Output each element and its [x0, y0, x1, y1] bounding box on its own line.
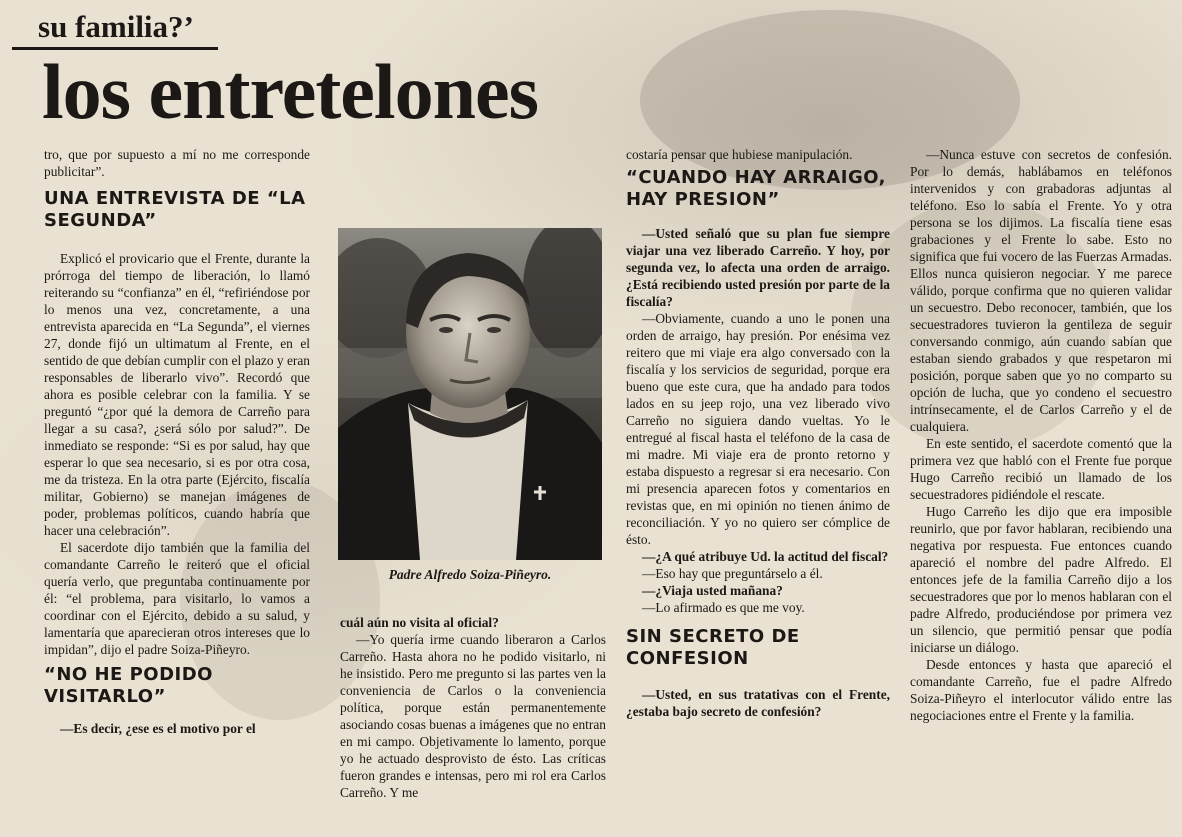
headline-kicker: su familia?’	[38, 9, 194, 44]
priest-portrait-image	[338, 228, 602, 560]
article-column-2	[340, 614, 606, 830]
paragraph: —Yo quería irme cuando liberaron a Carlos Carreño. Hasta ahora no he podido visitarlo, ni he insistido. Pero me pregunto si las partes ven la conveniencia de Carlos o la conveniencia política, porque están permanentemente asociando cosas buenas a imágenes que no entran en mi campo. Objetivamente lo lamento, porque yo he actuado desprovisto de ésto. Las críticas fueron grandes e intensas, pero mi rol era Carlos Carreño. Y me	[340, 632, 606, 800]
subheading-arraigo: “CUANDO HAY ARRAIGO, HAY PRESION”	[626, 167, 886, 210]
question: —¿Viaja usted mañana?	[642, 583, 783, 598]
article-column-3	[626, 146, 890, 826]
column-1-lead: tro, que por supuesto a mí no me corresponde publicitar”.	[44, 147, 310, 179]
article-column-4	[910, 146, 1172, 832]
answer: —Eso hay que preguntárselo a él.	[642, 566, 823, 581]
photo-caption: Padre Alfredo Soiza-Piñeyro.	[388, 567, 552, 582]
question: —¿A qué atribuye Ud. la actitud del fiscal?	[642, 549, 889, 564]
subheading-entrevista: UNA ENTREVISTA DE “LA SEGUNDA”	[44, 188, 306, 231]
paragraph: —Nunca estuve con secretos de confesión. Por lo demás, hablábamos en teléfonos intervenidos y con grabadoras adjuntas al teléfono. Eso lo sabía el Frente. Yo y otra persona se los dijimos. La fiscalía tiene esas grabaciones y el Frente lo sabe. Esto no significa que fui vocero de las Fuerzas Armadas. Ellos nunca quisieron negociar. Y me parece válido, porque confirma que no quieren validar un secuestro. Debo reconocer, también, que los secuestradores tuvieron la gentileza de seguir conversando conmigo, aún cuando sabían que estaban siendo grabados y que respetaron mi posición, porque saben que yo no comparto su opción de lucha, que yo condeno el secuestro intrínsecamente, el de Carlos Carreño y el de cualquiera.	[910, 147, 1172, 434]
article-column-1	[44, 146, 310, 826]
paragraph: En este sentido, el sacerdote comentó que la primera vez que habló con el Frente fue porque Hugo Carreño recibió un llamado de los secuestradores pidiéndole el rescate.	[910, 436, 1172, 502]
question-end: cuál aún no visita al oficial?	[340, 615, 499, 630]
paragraph: Explicó el provicario que el Frente, durante la prórroga del tiempo de liberación, lo llamó reiterando su “confianza” en él, “refiriéndose por lo menos una vez, concretamente, a una entrevista aparecida en “La Segunda”, el viernes 27, donde fijó un ultimatum al Frente, en el sentido de que debían cumplir con el plazo y eran responsables de liberarlo vivo”. Recordó que ahora es posible celebrar con la familia. Y se preguntó “¿por qué la demora de Carreño para llegar a su casa?, ¿será sólo por salud?”. De inmediato se responde: “Si es por salud, hay que esperar lo que sea necesario, si es por otra cosa, me da tristeza. En la otra parte (Ejército, fiscalía militar, Gobierno) se manejan imágenes de poder, problemas políticos, cuando habría que hacer una celebración”.	[44, 251, 310, 538]
paragraph: El sacerdote dijo también que la familia del comandante Carreño le reiteró que el oficial quería verlo, que preguntaba continuamente por él: “el problema, para visitarlo, lo vamos a coordinar con el Ejército, debido a su salud, y lamentaría que aparecieran otros intereses que lo impidan”, dijo el padre Soiza-Piñeyro.	[44, 540, 310, 657]
question: —Es decir, ¿ese es el motivo por el	[60, 721, 256, 736]
question: —Usted, en sus tratativas con el Frente, ¿estaba bajo secreto de confesión?	[626, 687, 890, 719]
subheading-no-he-podido: “NO HE PODIDO VISITARLO”	[44, 664, 213, 707]
portrait-photo	[338, 228, 602, 560]
question: —Usted señaló que su plan fue siempre viajar una vez liberado Carreño. Y hoy, por segunda vez, lo afecta una orden de arraigo. ¿Está recibiendo usted presión por parte de la fiscalía?	[626, 226, 890, 309]
paragraph: Desde entonces y hasta que apareció el comandante Carreño, fue el padre Alfredo Soiza-Piñeyro el interlocutor válido entre las negociaciones entre el Frente y la familia.	[910, 657, 1172, 723]
answer: —Lo afirmado es que me voy.	[642, 600, 805, 615]
paragraph: Hugo Carreño les dijo que era imposible reunirlo, que por favor hablaran, recibiendo una negativa por respuesta. Fue entonces cuando apareció el nombre del padre Alfredo. El entonces jefe de la familia Carreño dijo a los secuestradores que por lo menos hablaran con el padre Alfredo, produciéndose por primera vez un silencio, que permitió pensar que podía iniciarse un diálogo.	[910, 504, 1172, 655]
answer: —Obviamente, cuando a uno le ponen una orden de arraigo, hay presión. Por enésima vez reitero que mi viaje era algo conversado con la fiscalía y los servicios de seguridad, porque era bueno que este cura, que ha andado para todos lados en su jeep rojo, una vez liberado vivo Carreño no siguiera dando vueltas. Yo le entregué al fiscal hasta el teléfono de la casa de mi madre. Mi viaje era de pronto retorno y estaba dispuesto a regresar si era necesario. Con mi presencia aparecen fotos y comentarios en revistas que, en mi opinión no tienen ánimo de reconciliación. Y yo no quiero ser cómplice de ésto.	[626, 311, 890, 547]
subheading-sin-secreto: SIN SECRETO DE CONFESION	[626, 626, 800, 669]
column-3-lead: costaría pensar que hubiese manipulación.	[626, 147, 853, 162]
headline: los entretelones	[42, 48, 538, 135]
